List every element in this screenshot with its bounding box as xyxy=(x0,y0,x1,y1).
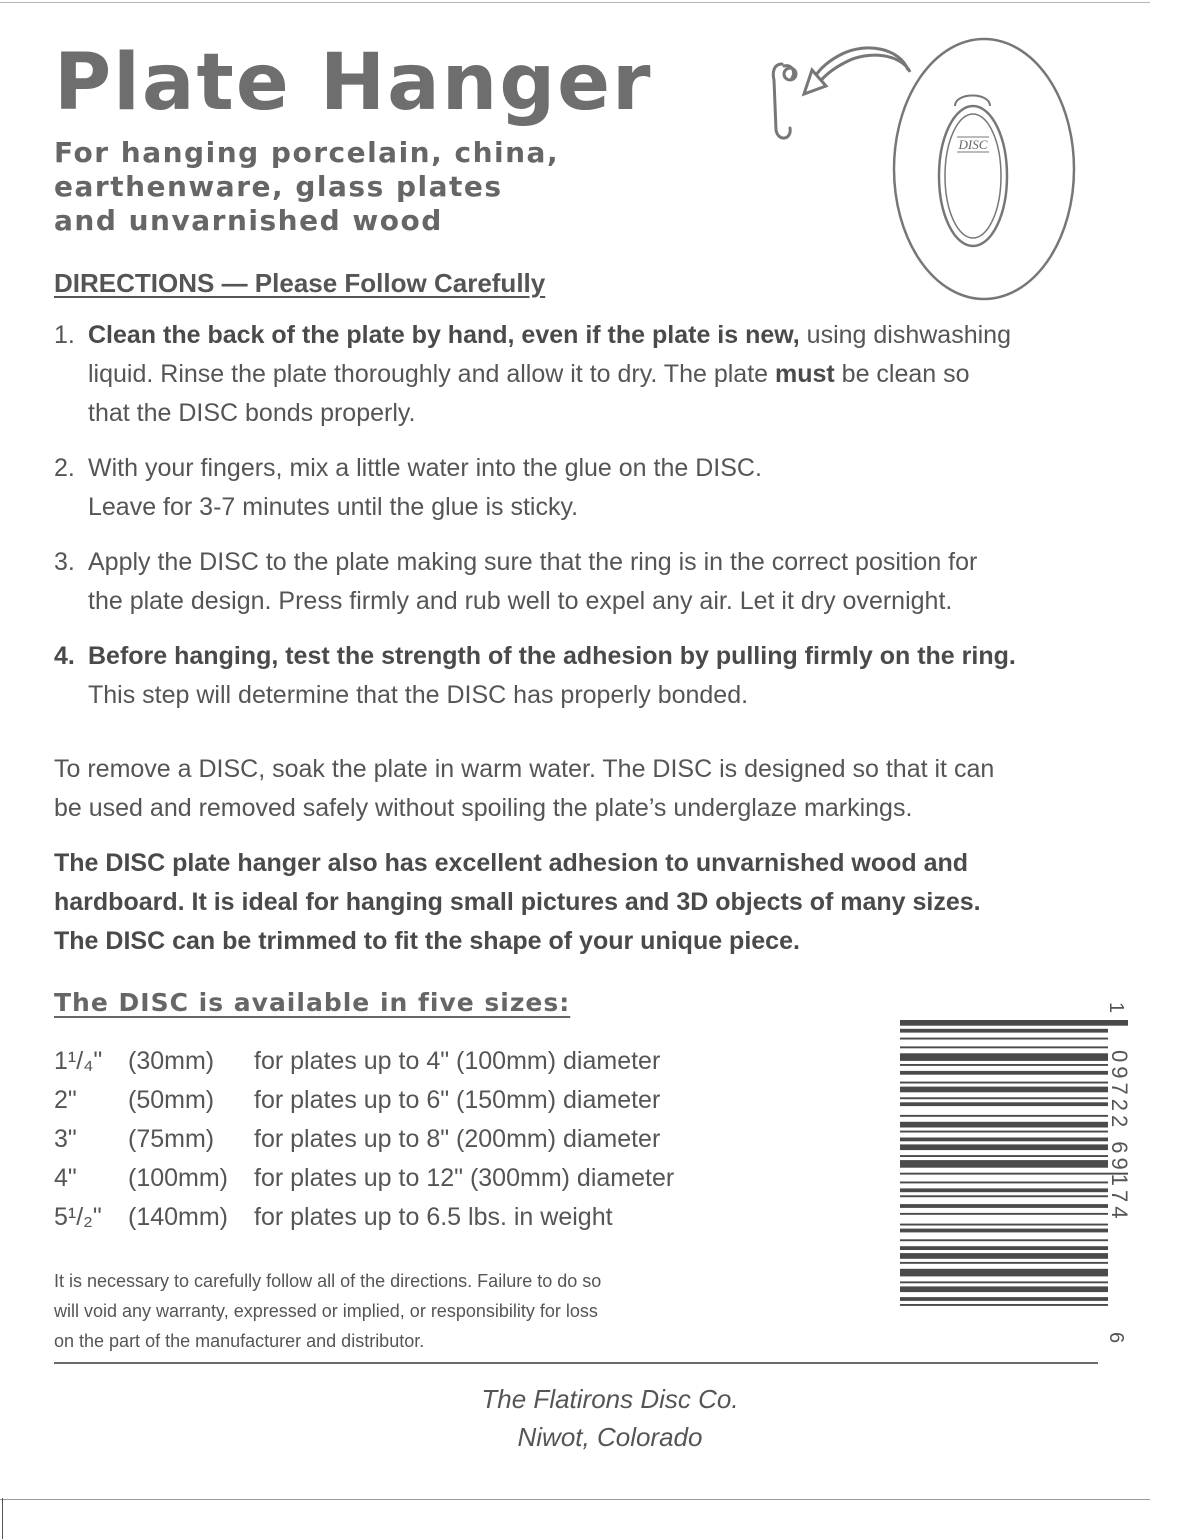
subtitle xyxy=(54,136,694,238)
barcode-bar xyxy=(900,1213,1108,1215)
barcode-bar xyxy=(900,1269,1108,1277)
step-line: This step will determine that the DISC has properly bonded. xyxy=(88,681,749,709)
size-description: for plates up to 6" (150mm) diameter xyxy=(254,1086,661,1114)
paragraph-line: The DISC can be trimmed to fit the shape of your unique piece. xyxy=(54,927,800,955)
subtitle-line: and unvarnished wood xyxy=(54,204,443,237)
barcode-bar xyxy=(900,1304,1108,1306)
bottom-border xyxy=(0,1499,1150,1500)
directions-heading: DIRECTIONS — Please Follow Carefully xyxy=(54,268,546,298)
directions-list xyxy=(54,316,1114,715)
table-row xyxy=(54,1198,674,1237)
hanger-illustration xyxy=(760,24,1100,304)
barcode-bar xyxy=(900,1297,1108,1301)
barcode-bar xyxy=(900,1262,1108,1264)
size-inches: 3" xyxy=(54,1125,77,1153)
barcode-top-digit: 1 xyxy=(1105,1002,1127,1014)
size-mm: (75mm) xyxy=(128,1125,215,1153)
step-text: liquid. Rinse the plate thoroughly and allow it to dry. The plate xyxy=(88,360,775,388)
step-emphasis: Clean the back of the plate by hand, even if the plate is new, xyxy=(88,321,800,349)
company-block xyxy=(360,1380,860,1456)
barcode-bar xyxy=(900,1144,1108,1150)
size-description: for plates up to 12" (300mm) diameter xyxy=(254,1164,675,1192)
step-line: With your fingers, mix a little water into the glue on the DISC. xyxy=(88,454,762,482)
size-description: for plates up to 8" (200mm) diameter xyxy=(254,1125,661,1153)
subtitle-line: earthenware, glass plates xyxy=(54,170,503,203)
removal-paragraph xyxy=(54,750,1144,828)
left-border xyxy=(2,1498,3,1539)
barcode-bar xyxy=(900,1160,1108,1168)
hook-icon xyxy=(773,64,796,138)
footer-divider xyxy=(54,1362,1098,1364)
barcode-bar xyxy=(900,1246,1108,1250)
size-mm: (100mm) xyxy=(128,1164,229,1192)
step-number: 2. xyxy=(54,454,75,482)
step-line: that the DISC bonds properly. xyxy=(88,399,416,427)
step-emphasis: Before hanging, test the strength of the adhesion by pulling firmly on the ring. xyxy=(88,642,1016,670)
barcode-bar xyxy=(900,1020,1128,1026)
barcode-bar xyxy=(900,1155,1108,1157)
step-line: Apply the DISC to the plate making sure that the ring is in the correct position for xyxy=(88,548,978,576)
table-row xyxy=(54,1159,674,1198)
direction-step xyxy=(54,637,1114,715)
barcode-bar xyxy=(900,1097,1108,1099)
paragraph-line: hardboard. It is ideal for hanging small pictures and 3D objects of many sizes. xyxy=(54,888,981,916)
disclaimer-line: It is necessary to carefully follow all of the directions. Failure to do so xyxy=(54,1271,602,1291)
barcode-bar xyxy=(900,1087,1108,1093)
step-number: 3. xyxy=(54,548,75,576)
barcode xyxy=(894,992,1144,1354)
table-row xyxy=(54,1042,674,1081)
size-description: for plates up to 6.5 lbs. in weight xyxy=(254,1203,613,1231)
barcode-bar xyxy=(900,1173,1128,1175)
paragraph-line: be used and removed safely without spoiling the plate’s underglaze markings. xyxy=(54,794,913,822)
size-description: for plates up to 4" (100mm) diameter xyxy=(254,1047,661,1075)
size-inches: 5¹/₂" xyxy=(54,1203,102,1231)
barcode-bars xyxy=(900,1020,1128,1306)
step-emphasis: must xyxy=(775,360,835,388)
barcode-bar xyxy=(900,1253,1108,1259)
size-mm: (30mm) xyxy=(128,1047,215,1075)
company-name: The Flatirons Disc Co. xyxy=(481,1384,739,1414)
barcode-bar xyxy=(900,1224,1108,1226)
barcode-bar xyxy=(900,1131,1108,1133)
curved-arrow-icon xyxy=(804,48,910,94)
direction-step xyxy=(54,449,1114,527)
step-line xyxy=(88,355,1114,394)
table-row xyxy=(54,1081,674,1120)
disclaimer xyxy=(54,1266,754,1356)
plate-outline xyxy=(894,39,1074,299)
barcode-bar xyxy=(900,1038,1108,1040)
barcode-main-digits: 09722 69174 xyxy=(1107,1050,1132,1223)
wood-note-paragraph xyxy=(54,844,1144,961)
size-inches: 4" xyxy=(54,1164,77,1192)
disclaimer-line: on the part of the manufacturer and distributor. xyxy=(54,1331,425,1351)
disc-label: DISC xyxy=(958,137,988,152)
barcode-bar xyxy=(900,1188,1108,1192)
paragraph-line: To remove a DISC, soak the plate in warm water. The DISC is designed so that it can xyxy=(54,755,995,783)
step-text: using dishwashing xyxy=(799,321,1011,349)
barcode-bar xyxy=(900,1071,1108,1075)
step-line: the plate design. Press firmly and rub well to expel any air. Let it dry overnight. xyxy=(88,587,953,615)
barcode-bar xyxy=(900,1204,1108,1208)
sizes-heading: The DISC is available in five sizes: xyxy=(54,988,571,1017)
barcode-bar xyxy=(900,1138,1108,1142)
size-inches: 1¹/₄" xyxy=(54,1047,103,1075)
barcode-bar xyxy=(900,1122,1108,1128)
direction-step xyxy=(54,316,1114,433)
step-number: 1. xyxy=(54,321,75,349)
sizes-table xyxy=(54,1042,674,1237)
step-number: 4. xyxy=(54,642,75,670)
subtitle-line: For hanging porcelain, china, xyxy=(54,136,560,169)
barcode-bottom-digit: 6 xyxy=(1105,1332,1127,1344)
barcode-bar xyxy=(900,1082,1108,1084)
disclaimer-line: will void any warranty, expressed or implied, or responsibility for loss xyxy=(54,1301,598,1321)
step-text: be clean so xyxy=(834,360,970,388)
size-mm: (140mm) xyxy=(128,1203,229,1231)
paragraph-line: The DISC plate hanger also has excellent adhesion to unvarnished wood and xyxy=(54,849,969,877)
direction-step xyxy=(54,543,1114,621)
top-border xyxy=(0,2,1150,3)
step-line: Leave for 3-7 minutes until the glue is sticky. xyxy=(88,493,579,521)
size-inches: 2" xyxy=(54,1086,77,1114)
barcode-bar xyxy=(900,1229,1108,1233)
barcode-bar xyxy=(900,1239,1108,1241)
barcode-bar xyxy=(900,1281,1108,1283)
barcode-bar xyxy=(900,1182,1108,1184)
barcode-bar xyxy=(900,1286,1108,1292)
barcode-bar xyxy=(900,1029,1108,1033)
size-mm: (50mm) xyxy=(128,1086,215,1114)
step-line xyxy=(88,316,1114,355)
step-line xyxy=(88,637,1114,676)
barcode-bar xyxy=(900,1064,1108,1066)
barcode-bar xyxy=(900,1195,1108,1197)
barcode-bar xyxy=(900,1102,1108,1106)
barcode-bar xyxy=(900,1053,1108,1061)
disc-icon xyxy=(939,96,1007,247)
page-title: Plate Hanger xyxy=(54,38,653,128)
company-location: Niwot, Colorado xyxy=(517,1422,703,1452)
barcode-bar xyxy=(900,1115,1108,1117)
table-row xyxy=(54,1120,674,1159)
barcode-bar xyxy=(900,1046,1108,1048)
